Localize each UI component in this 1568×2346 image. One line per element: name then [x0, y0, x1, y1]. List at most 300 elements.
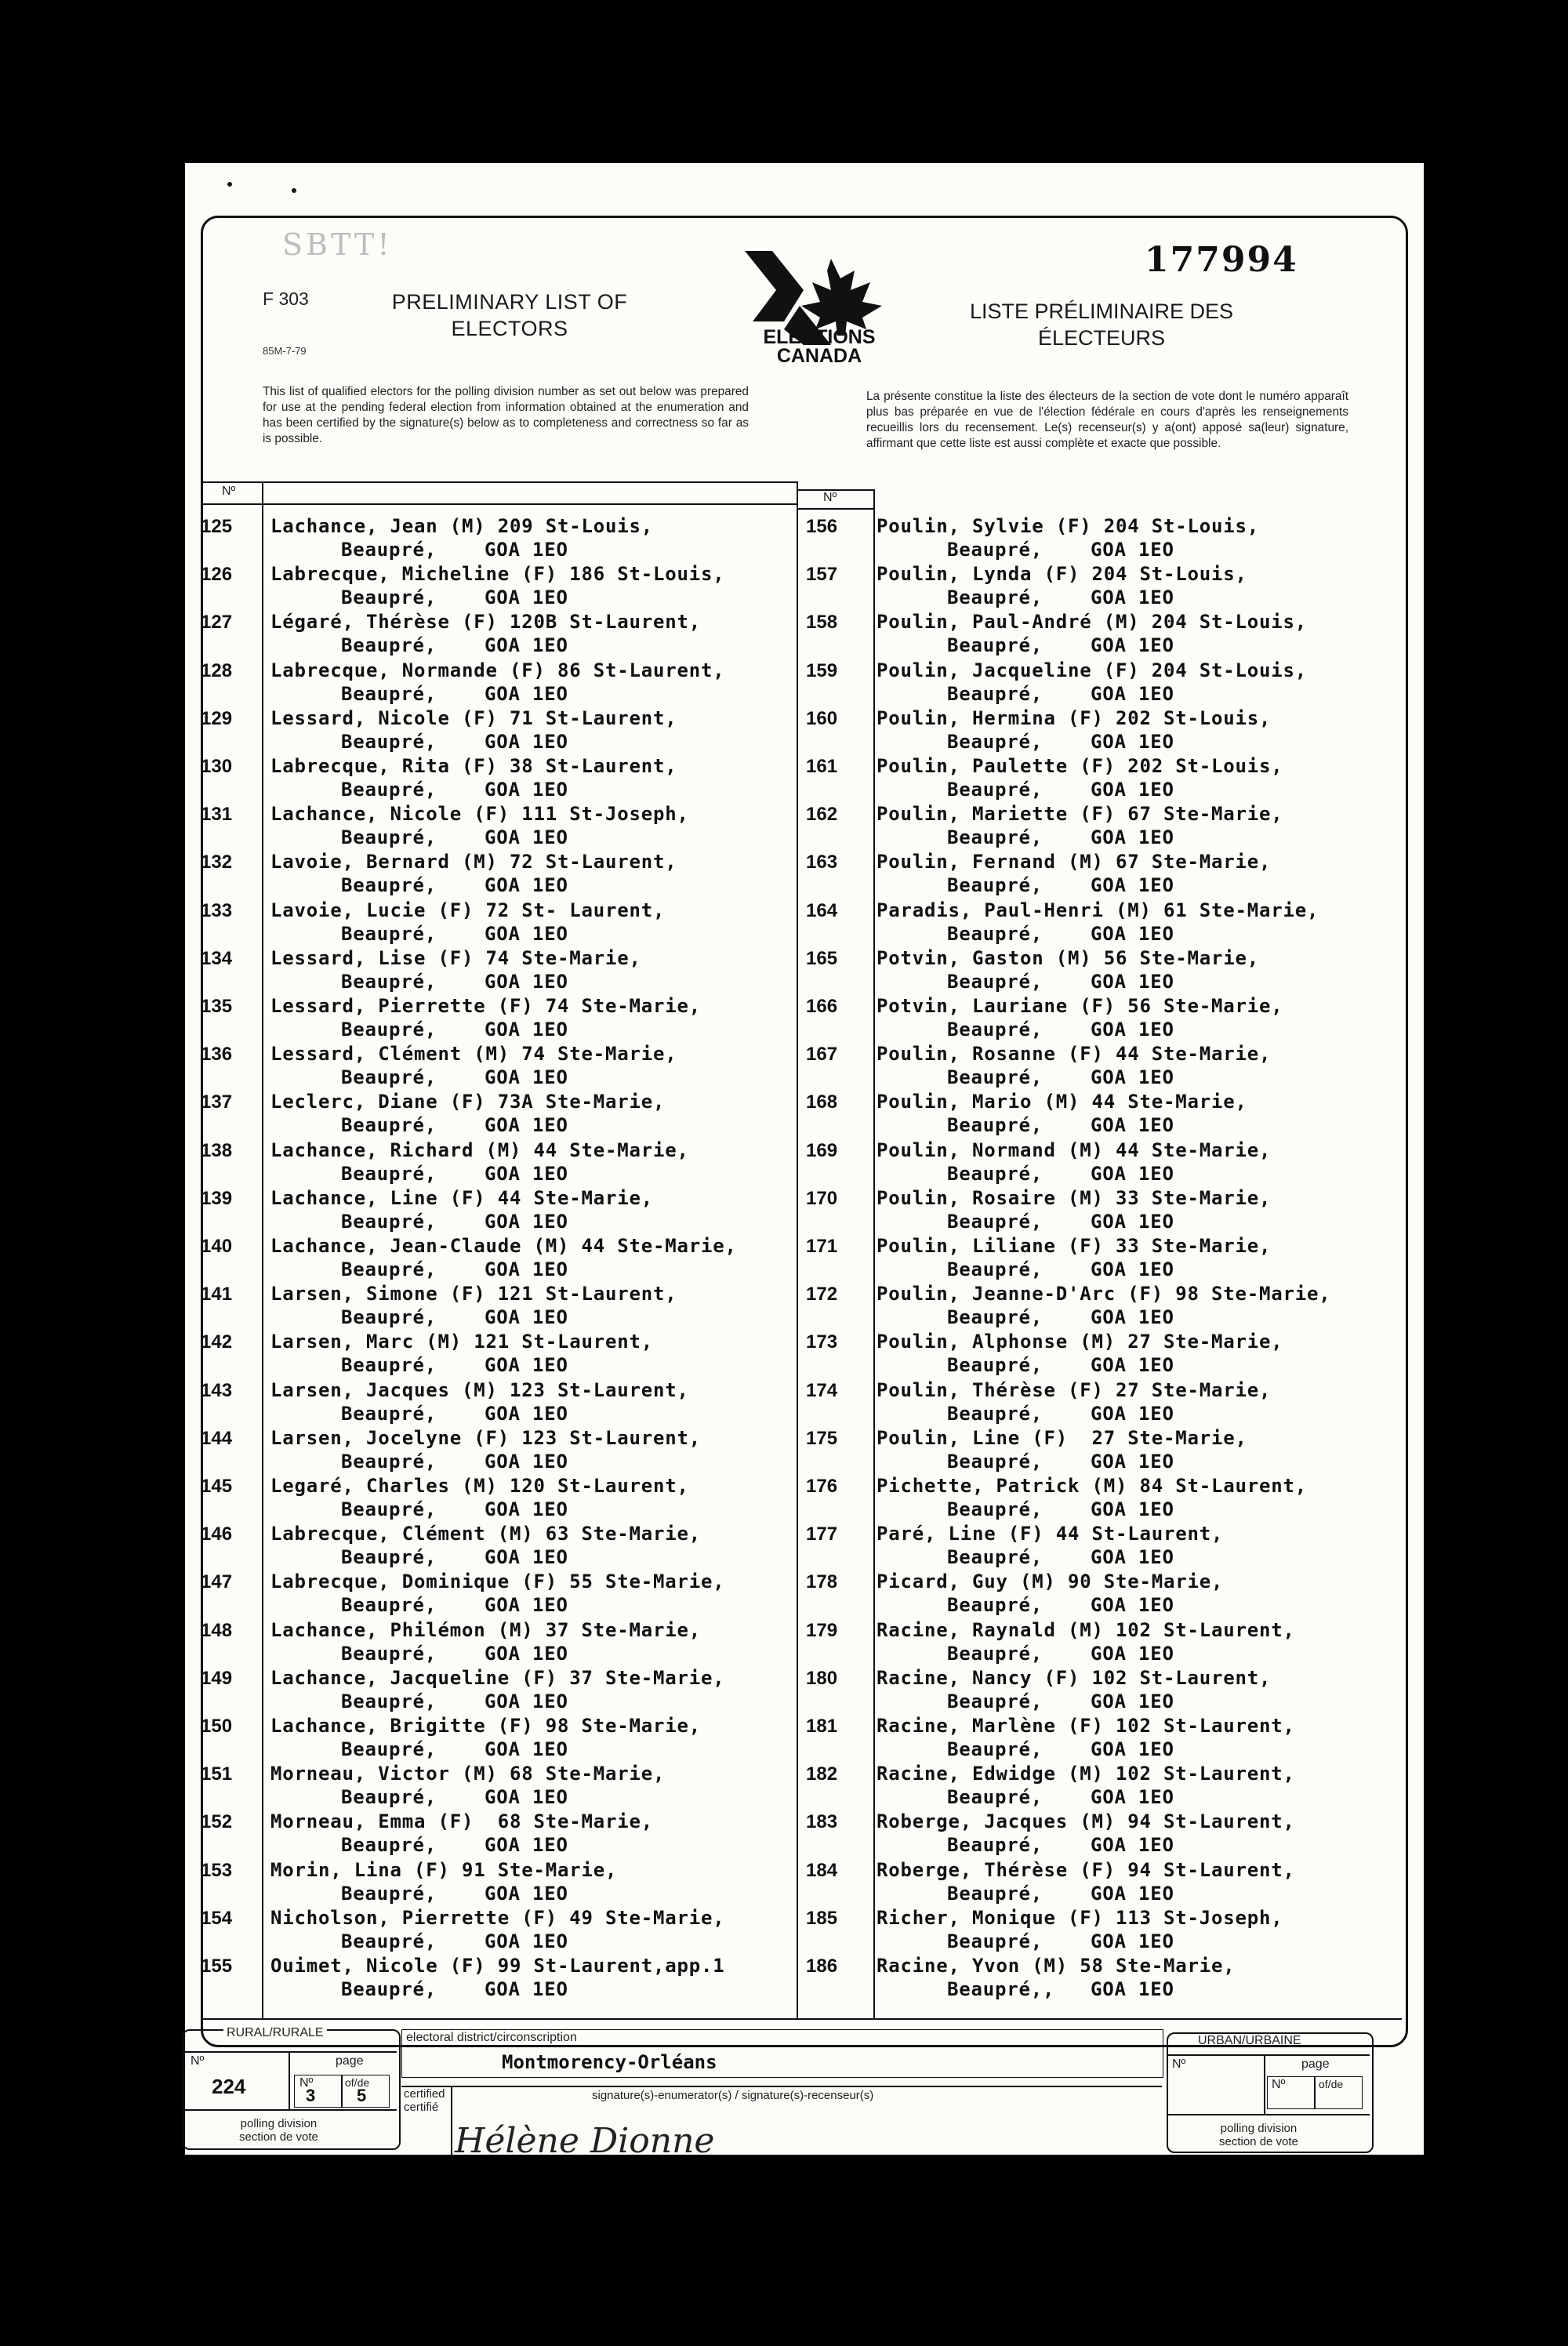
elector-name-address: Labrecque, Clément (M) 63 Ste-Marie,: [270, 1523, 701, 1545]
elector-number: 137: [201, 1091, 233, 1113]
elector-entry: [270, 610, 701, 657]
elector-locality-postal: Beaupré, GOA 1EO: [947, 1498, 1174, 1520]
table-header-right-rule: [797, 508, 875, 510]
elector-locality-postal: Beaupré, GOA 1EO: [947, 826, 1174, 849]
elector-number: 130: [201, 756, 233, 777]
elector-entry: [877, 1954, 1235, 2001]
elector-locality-postal: Beaupré, GOA 1EO: [341, 682, 568, 705]
elector-number: 134: [201, 947, 233, 969]
elector-name-address: Larsen, Jacques (M) 123 St-Laurent,: [270, 1378, 689, 1401]
elector-name-address: Lavoie, Lucie (F) 72 St- Laurent,: [270, 899, 666, 921]
elector-name-address: Poulin, Jacqueline (F) 204 St-Louis,: [877, 659, 1307, 681]
elector-number: 170: [806, 1187, 838, 1209]
elector-name-address: Poulin, Normand (M) 44 Ste-Marie,: [877, 1138, 1272, 1161]
elector-number: 173: [806, 1331, 838, 1353]
elector-number: 126: [201, 564, 233, 586]
elector-name-address: Morneau, Victor (M) 68 Ste-Marie,: [270, 1763, 666, 1785]
rural-no-label: Nº: [191, 2054, 205, 2068]
elector-number: 142: [201, 1331, 233, 1353]
elector-name-address: Potvin, Gaston (M) 56 Ste-Marie,: [877, 946, 1259, 969]
elector-number: 125: [201, 516, 233, 537]
elector-entry: [877, 802, 1283, 849]
elector-name-address: Lachance, Philémon (M) 37 Ste-Marie,: [270, 1618, 701, 1641]
elector-name-address: Roberge, Thérèse (F) 94 St-Laurent,: [877, 1858, 1295, 1881]
polling-division-label-en: polling division: [240, 2117, 318, 2130]
urban-polling-division-label-en: polling division: [1220, 2122, 1298, 2135]
elector-locality-postal: Beaupré, GOA 1EO: [341, 1114, 568, 1137]
elector-number: 164: [806, 899, 838, 921]
elector-locality-postal: Beaupré, GOA 1EO: [947, 1354, 1174, 1377]
elector-number: 157: [806, 564, 838, 586]
signature-handwriting: Hélène Dionne: [455, 2121, 715, 2161]
elector-name-address: Poulin, Lynda (F) 204 St-Louis,: [877, 563, 1247, 586]
elector-entry: [877, 706, 1271, 754]
elector-locality-postal: Beaupré, GOA 1EO: [947, 1930, 1174, 1952]
elector-locality-postal: Beaupré, GOA 1EO: [947, 922, 1174, 945]
intro-english: This list of qualified electors for the polling division number as set out below was prepared for use at the pending federal election from information obtained at the enumeration and has been certified by the signature(s) below as to completeness and correctness so far as is possible.: [263, 385, 749, 445]
polling-division-number: 224: [212, 2075, 246, 2098]
elector-name-address: Poulin, Jeanne-D'Arc (F) 98 Ste-Marie,: [877, 1283, 1331, 1306]
elector-name-address: Poulin, Mario (M) 44 Ste-Marie,: [877, 1091, 1247, 1113]
elector-entry: [270, 1474, 689, 1521]
district-label: electoral district/circonscription: [406, 2031, 577, 2044]
elector-entry: [270, 1906, 724, 1953]
elector-locality-postal: Beaupré, GOA 1EO: [341, 1066, 568, 1089]
elector-entry: [270, 1810, 653, 1857]
right-number-column-rule: [873, 489, 875, 2018]
elector-name-address: Racine, Raynald (M) 102 St-Laurent,: [877, 1618, 1295, 1641]
title-english-line1: PRELIMINARY LIST OF: [391, 290, 628, 314]
elector-locality-postal: Beaupré, GOA 1EO: [947, 1690, 1174, 1712]
enumerator-signature: [451, 2109, 725, 2164]
elector-entry: [877, 1810, 1295, 1857]
elector-name-address: Lessard, Nicole (F) 71 St-Laurent,: [270, 706, 677, 729]
elector-entry: [877, 1570, 1223, 1617]
elector-name-address: Poulin, Paulette (F) 202 St-Louis,: [877, 755, 1283, 777]
elector-locality-postal: Beaupré, GOA 1EO: [341, 1498, 568, 1520]
elector-entry: [877, 754, 1283, 801]
elector-entry: [270, 754, 677, 801]
elector-name-address: Légaré, Thérèse (F) 120B St-Laurent,: [270, 611, 701, 634]
elector-entry: [877, 1330, 1283, 1377]
urban-page-no-label: Nº: [1272, 2078, 1286, 2091]
elector-number: 131: [201, 804, 233, 826]
elector-entry: [270, 850, 677, 897]
elector-locality-postal: Beaupré, GOA 1EO: [341, 1306, 568, 1329]
elector-entry: [270, 899, 665, 946]
elector-locality-postal: Beaupré, GOA 1EO: [341, 1019, 568, 1040]
elector-locality-postal: Beaupré, GOA 1EO: [947, 1019, 1174, 1040]
elector-name-address: Nicholson, Pierrette (F) 49 Ste-Marie,: [270, 1906, 725, 1929]
faint-stamp: SBTT!: [282, 227, 393, 262]
elector-name-address: Pichette, Patrick (M) 84 St-Laurent,: [877, 1475, 1307, 1497]
elector-locality-postal: Beaupré, GOA 1EO: [947, 682, 1174, 705]
elector-name-address: Racine, Edwidge (M) 102 St-Laurent,: [877, 1763, 1295, 1785]
table-header-left-rule: [202, 503, 797, 505]
elector-locality-postal: Beaupré, GOA 1EO: [341, 539, 568, 561]
elector-entry: [877, 899, 1319, 946]
elector-entry: [270, 1378, 689, 1425]
elector-locality-postal: Beaupré, GOA 1EO: [341, 1402, 568, 1425]
elector-number: 184: [806, 1859, 838, 1881]
elector-number: 171: [806, 1236, 838, 1257]
elector-entry: [270, 1234, 737, 1281]
elector-number: 145: [201, 1476, 233, 1497]
elector-name-address: Lessard, Clément (M) 74 Ste-Marie,: [270, 1043, 677, 1066]
elector-number: 168: [806, 1091, 838, 1113]
elector-entry: [877, 1090, 1247, 1137]
elector-name-address: Roberge, Jacques (M) 94 St-Laurent,: [877, 1810, 1295, 1833]
elector-entry: [270, 514, 653, 561]
elector-entry: [877, 514, 1259, 561]
page-total: 5: [357, 2086, 367, 2105]
elector-number: 136: [201, 1044, 233, 1066]
title-french-line1: LISTE PRÉLIMINAIRE DES: [969, 300, 1234, 323]
elector-name-address: Paré, Line (F) 44 St-Laurent,: [877, 1523, 1224, 1545]
elector-number: 174: [806, 1379, 838, 1401]
elector-entry: [270, 1570, 724, 1617]
elector-name-address: Lachance, Brigitte (F) 98 Ste-Marie,: [270, 1715, 701, 1737]
elector-locality-postal: Beaupré, GOA 1EO: [947, 1306, 1174, 1329]
elector-number: 165: [806, 947, 838, 969]
elector-entry: [877, 1714, 1295, 1761]
district-name: Montmorency-Orléans: [502, 2051, 717, 2073]
form-code: F 303: [263, 289, 309, 309]
elector-name-address: Lachance, Jean-Claude (M) 44 Ste-Marie,: [270, 1235, 737, 1257]
elector-name-address: Poulin, Hermina (F) 202 St-Louis,: [877, 706, 1272, 729]
elector-locality-postal: Beaupré, GOA 1EO: [947, 970, 1174, 993]
elector-locality-postal: Beaupré, GOA 1EO: [341, 1786, 568, 1809]
elector-locality-postal: Beaupré, GOA 1EO: [947, 539, 1174, 561]
elector-number: 167: [806, 1044, 838, 1066]
elector-locality-postal: Beaupré, GOA 1EO: [947, 1642, 1174, 1665]
rural-inner-rule: [183, 2051, 397, 2053]
certified-label-fr: certifié: [404, 2101, 439, 2114]
elector-locality-postal: Beaupré, GOA 1EO: [947, 1834, 1174, 1857]
elector-entry: [270, 802, 689, 849]
elector-name-address: Larsen, Jocelyne (F) 123 St-Laurent,: [270, 1426, 701, 1449]
urban-inner-rule: [1168, 2054, 1370, 2056]
elector-locality-postal: Beaupré, GOA 1EO: [947, 1450, 1174, 1473]
elector-name-address: Poulin, Mariette (F) 67 Ste-Marie,: [877, 803, 1283, 826]
elector-entry: [270, 946, 641, 993]
urban-polling-division-label: [1219, 2122, 1298, 2148]
elector-number: 166: [806, 996, 838, 1017]
elector-locality-postal: Beaupré, GOA 1EO: [341, 1978, 568, 2000]
footer-top-rule: [202, 2018, 1402, 2020]
elector-name-address: Poulin, Rosanne (F) 44 Ste-Marie,: [877, 1043, 1272, 1066]
urban-no-label: Nº: [1172, 2057, 1186, 2071]
signature-rule: [401, 2086, 1162, 2087]
elector-number: 158: [806, 612, 838, 634]
elector-number: 176: [806, 1476, 838, 1497]
elector-locality-postal: Beaupré, GOA 1EO: [947, 1546, 1174, 1569]
elector-entry: [877, 1474, 1307, 1521]
elector-entry: [877, 659, 1307, 706]
elector-name-address: Morneau, Emma (F) 68 Ste-Marie,: [270, 1810, 653, 1833]
elections-canada-logo: [737, 243, 902, 369]
elector-number: 163: [806, 852, 838, 873]
elector-name-address: Lachance, Jacqueline (F) 37 Ste-Marie,: [270, 1666, 725, 1689]
elector-number: 141: [201, 1284, 233, 1306]
certified-label-en: certified: [404, 2087, 445, 2101]
elector-name-address: Poulin, Paul-André (M) 204 St-Louis,: [877, 611, 1307, 634]
elector-entry: [877, 1186, 1271, 1233]
elector-number: 175: [806, 1427, 838, 1449]
left-no-header: Nº: [222, 485, 236, 498]
elector-entry: [270, 1090, 665, 1137]
elector-number: 154: [201, 1907, 233, 1929]
elector-entry: [877, 1042, 1271, 1089]
elector-entry: [877, 1858, 1295, 1905]
elector-entry: [877, 994, 1283, 1041]
elector-locality-postal: Beaupré, GOA 1EO: [341, 1162, 568, 1185]
elector-number: 155: [201, 1956, 233, 1977]
signature-label: signature(s)-enumerator(s) / signature(s)-recenseur(s): [592, 2089, 874, 2102]
elector-name-address: Potvin, Lauriane (F) 56 Ste-Marie,: [877, 995, 1283, 1017]
elector-entry: [877, 562, 1247, 609]
elector-name-address: Larsen, Marc (M) 121 St-Laurent,: [270, 1331, 653, 1353]
elector-locality-postal: Beaupré, GOA 1EO: [947, 779, 1174, 801]
elector-entry: [270, 1618, 701, 1665]
elector-number: 143: [201, 1379, 233, 1401]
elector-entry: [270, 1186, 653, 1233]
elector-name-address: Poulin, Line (F) 27 Ste-Marie,: [877, 1426, 1247, 1449]
elector-entry: [270, 659, 724, 706]
elector-locality-postal: Beaupré, GOA 1EO: [947, 1210, 1174, 1233]
urban-page-label: page: [1301, 2057, 1330, 2071]
elector-name-address: Ouimet, Nicole (F) 99 St-Laurent,app.1: [270, 1955, 725, 1977]
elector-name-address: Morin, Lina (F) 91 Ste-Marie,: [270, 1858, 618, 1881]
elector-entry: [877, 1666, 1271, 1713]
elector-entry: [270, 1714, 701, 1761]
elector-number: 148: [201, 1619, 233, 1641]
elector-number: 159: [806, 659, 838, 681]
elector-name-address: Lessard, Pierrette (F) 74 Ste-Marie,: [270, 995, 701, 1017]
elector-number: 147: [201, 1571, 233, 1593]
elector-entry: [877, 946, 1259, 993]
elector-name-address: Paradis, Paul-Henri (M) 61 Ste-Marie,: [877, 899, 1319, 921]
elector-locality-postal: Beaupré, GOA 1EO: [947, 1594, 1174, 1617]
speck: [227, 182, 232, 187]
elector-number: 151: [201, 1763, 233, 1785]
elector-locality-postal: Beaupré, GOA 1EO: [341, 586, 568, 609]
elector-locality-postal: Beaupré, GOA 1EO: [341, 1930, 568, 1952]
elector-name-address: Picard, Guy (M) 90 Ste-Marie,: [877, 1571, 1224, 1593]
elector-entry: [877, 1522, 1223, 1569]
title-english-line2: ELECTORS: [451, 317, 568, 340]
elector-locality-postal: Beaupré, GOA 1EO: [947, 874, 1174, 897]
elector-name-address: Larsen, Simone (F) 121 St-Laurent,: [270, 1283, 677, 1306]
elector-entry: [270, 1138, 689, 1186]
left-number-column-rule: [262, 481, 263, 2018]
elector-entry: [270, 1666, 724, 1713]
page-of-label: of/de: [345, 2076, 370, 2089]
elector-number: 128: [201, 659, 233, 681]
elector-name-address: Labrecque, Rita (F) 38 St-Laurent,: [270, 755, 677, 777]
elector-number: 156: [806, 516, 838, 537]
elector-locality-postal: Beaupré, GOA 1EO: [341, 634, 568, 657]
elector-entry: [877, 1138, 1271, 1186]
elector-locality-postal: Beaupré, GOA 1EO: [341, 1594, 568, 1617]
elector-locality-postal: Beaupré, GOA 1EO: [341, 730, 568, 753]
urban-divider: [1264, 2054, 1265, 2114]
elector-name-address: Richer, Monique (F) 113 St-Joseph,: [877, 1906, 1283, 1929]
elector-locality-postal: Beaupré, GOA 1EO: [341, 1354, 568, 1377]
rural-divider: [289, 2051, 290, 2109]
elector-locality-postal: Beaupré, GOA 1EO: [341, 922, 568, 945]
elector-locality-postal: Beaupré, GOA 1EO: [947, 1066, 1174, 1089]
elector-number: 149: [201, 1667, 233, 1689]
speck: [292, 188, 296, 193]
elector-entry: [877, 1426, 1247, 1473]
elector-number: 162: [806, 804, 838, 826]
elector-entry: [270, 1762, 665, 1809]
elector-number: 133: [201, 899, 233, 921]
elector-locality-postal: Beaupré, GOA 1EO: [947, 1162, 1174, 1185]
polling-division-label: [239, 2117, 318, 2144]
elector-locality-postal: Beaupré, GOA 1EO: [341, 826, 568, 849]
elector-name-address: Lavoie, Bernard (M) 72 St-Laurent,: [270, 851, 677, 873]
elector-number: 139: [201, 1187, 233, 1209]
elector-name-address: Racine, Marlène (F) 102 St-Laurent,: [877, 1715, 1295, 1737]
elector-locality-postal: Beaupré, GOA 1EO: [947, 730, 1174, 753]
center-column-rule: [797, 481, 798, 2018]
elector-name-address: Labrecque, Micheline (F) 186 St-Louis,: [270, 563, 725, 586]
title-french-line2: ÉLECTEURS: [1037, 326, 1166, 350]
elector-number: 186: [806, 1956, 838, 1977]
elector-locality-postal: Beaupré, GOA 1EO: [341, 1642, 568, 1665]
elector-entry: [270, 994, 701, 1041]
elector-number: 129: [201, 707, 233, 729]
elector-number: 183: [806, 1811, 838, 1833]
elector-number: 177: [806, 1523, 838, 1545]
elector-entry: [270, 1330, 653, 1377]
elector-locality-postal: Beaupré, GOA 1EO: [341, 874, 568, 897]
rural-lower-rule: [183, 2109, 397, 2111]
elector-entry: [270, 1282, 677, 1329]
elector-name-address: Lachance, Nicole (F) 111 St-Joseph,: [270, 803, 689, 826]
elector-number: 144: [201, 1427, 233, 1449]
elector-locality-postal: Beaupré, GOA 1EO: [947, 1402, 1174, 1425]
elector-number: 181: [806, 1716, 838, 1737]
elector-entry: [877, 1234, 1271, 1281]
elector-number: 160: [806, 707, 838, 729]
elector-locality-postal: Beaupré, GOA 1EO: [341, 1690, 568, 1712]
elector-name-address: Labrecque, Dominique (F) 55 Ste-Marie,: [270, 1571, 725, 1593]
elector-locality-postal: Beaupré, GOA 1EO: [341, 970, 568, 993]
urban-label: URBAN/URBAINE: [1198, 2034, 1301, 2047]
elector-number: 152: [201, 1811, 233, 1833]
elector-number: 182: [806, 1763, 838, 1785]
form-date: 85M-7-79: [263, 345, 307, 357]
elector-locality-postal: Beaupré, GOA 1EO: [341, 1450, 568, 1473]
certified-label: [404, 2087, 445, 2114]
urban-lower-rule: [1168, 2114, 1370, 2115]
polling-division-label-fr: section de vote: [239, 2130, 318, 2144]
elector-locality-postal: Beaupré, GOA 1EO: [341, 1834, 568, 1857]
page-number: 3: [306, 2086, 316, 2105]
elector-locality-postal: Beaupré, GOA 1EO: [947, 586, 1174, 609]
elector-entry: [877, 1618, 1295, 1665]
elector-entry: [877, 1282, 1330, 1329]
elector-entry: [270, 1858, 617, 1905]
elector-locality-postal: Beaupré, GOA 1EO: [947, 1114, 1174, 1137]
elector-entry: [877, 1378, 1271, 1425]
page-no-label: Nº: [299, 2076, 314, 2090]
elector-name-address: Legaré, Charles (M) 120 St-Laurent,: [270, 1475, 689, 1497]
elector-number: 172: [806, 1284, 838, 1306]
elector-locality-postal: Beaupré, GOA 1EO: [947, 1786, 1174, 1809]
elector-locality-postal: Beaupré, GOA 1EO: [341, 1882, 568, 1905]
elector-entry: [877, 610, 1307, 657]
elector-number: 169: [806, 1139, 838, 1161]
elector-name-address: Lachance, Line (F) 44 Ste-Marie,: [270, 1186, 653, 1209]
elector-entry: [877, 1762, 1295, 1809]
elector-entry: [877, 1906, 1283, 1953]
logo-text-canada: CANADA: [776, 345, 862, 367]
elector-locality-postal: Beaupré, GOA 1EO: [341, 1738, 568, 1760]
elector-entry: [270, 706, 677, 754]
elector-name-address: Racine, Yvon (M) 58 Ste-Marie,: [877, 1955, 1236, 1977]
urban-page-of-label: of/de: [1319, 2078, 1344, 2090]
elector-name-address: Poulin, Thérèse (F) 27 Ste-Marie,: [877, 1378, 1272, 1401]
elector-entry: [270, 1522, 701, 1569]
elector-name-address: Poulin, Alphonse (M) 27 Ste-Marie,: [877, 1331, 1283, 1353]
elector-locality-postal: Beaupré, GOA 1EO: [341, 779, 568, 801]
elector-entry: [270, 1426, 701, 1473]
rural-label: RURAL/RURALE: [223, 2026, 327, 2040]
elector-locality-postal: Beaupré, GOA 1EO: [341, 1210, 568, 1233]
elector-name-address: Poulin, Rosaire (M) 33 Ste-Marie,: [877, 1186, 1272, 1209]
elector-locality-postal: Beaupré, GOA 1EO: [947, 1738, 1174, 1760]
rural-page-label: page: [336, 2054, 364, 2068]
title-french: [945, 298, 1258, 351]
elector-number: 150: [201, 1716, 233, 1737]
elector-name-address: Lachance, Richard (M) 44 Ste-Marie,: [270, 1138, 689, 1161]
elector-name-address: Poulin, Fernand (M) 67 Ste-Marie,: [877, 851, 1272, 873]
elector-entry: [270, 562, 724, 609]
elector-name-address: Poulin, Liliane (F) 33 Ste-Marie,: [877, 1235, 1272, 1257]
elector-entry: [877, 850, 1271, 897]
elector-number: 132: [201, 852, 233, 873]
elector-entry: [270, 1042, 677, 1089]
elector-name-address: Racine, Nancy (F) 102 St-Laurent,: [877, 1666, 1272, 1689]
elector-locality-postal: Beaupré, GOA 1EO: [341, 1546, 568, 1569]
elector-locality-postal: Beaupré,, GOA 1EO: [947, 1978, 1174, 2000]
elector-locality-postal: Beaupré, GOA 1EO: [947, 1258, 1174, 1280]
elector-entry: [270, 1954, 724, 2001]
elector-name-address: Poulin, Sylvie (F) 204 St-Louis,: [877, 515, 1259, 537]
elector-locality-postal: Beaupré, GOA 1EO: [947, 1882, 1174, 1905]
elector-number: 135: [201, 996, 233, 1017]
title-english: [368, 289, 651, 342]
elector-number: 161: [806, 756, 838, 777]
elector-number: 185: [806, 1907, 838, 1929]
table-top-left-rule: [202, 481, 797, 483]
elector-name-address: Labrecque, Normande (F) 86 St-Laurent,: [270, 659, 725, 681]
serial-number: 177994: [1145, 240, 1298, 280]
elector-name-address: Leclerc, Diane (F) 73A Ste-Marie,: [270, 1091, 666, 1113]
elector-name-address: Lachance, Jean (M) 209 St-Louis,: [270, 515, 653, 537]
elector-locality-postal: Beaupré, GOA 1EO: [947, 634, 1174, 657]
elector-locality-postal: Beaupré, GOA 1EO: [341, 1258, 568, 1280]
elector-number: 146: [201, 1523, 233, 1545]
intro-french: La présente constitue la liste des électeurs de la section de vote dont le numéro apparaît plus bas préparée en vue de l'élection fédérale en cours d'après les renseignements recueillis lors du recensement. Le(s) recenseur(s) y a(ont) apposé sa(leur) signature, affirmant que cette liste est aussi complète et exacte que possible.: [866, 390, 1348, 450]
elector-number: 153: [201, 1859, 233, 1881]
elector-number: 140: [201, 1236, 233, 1257]
urban-polling-division-label-fr: section de vote: [1219, 2135, 1298, 2148]
